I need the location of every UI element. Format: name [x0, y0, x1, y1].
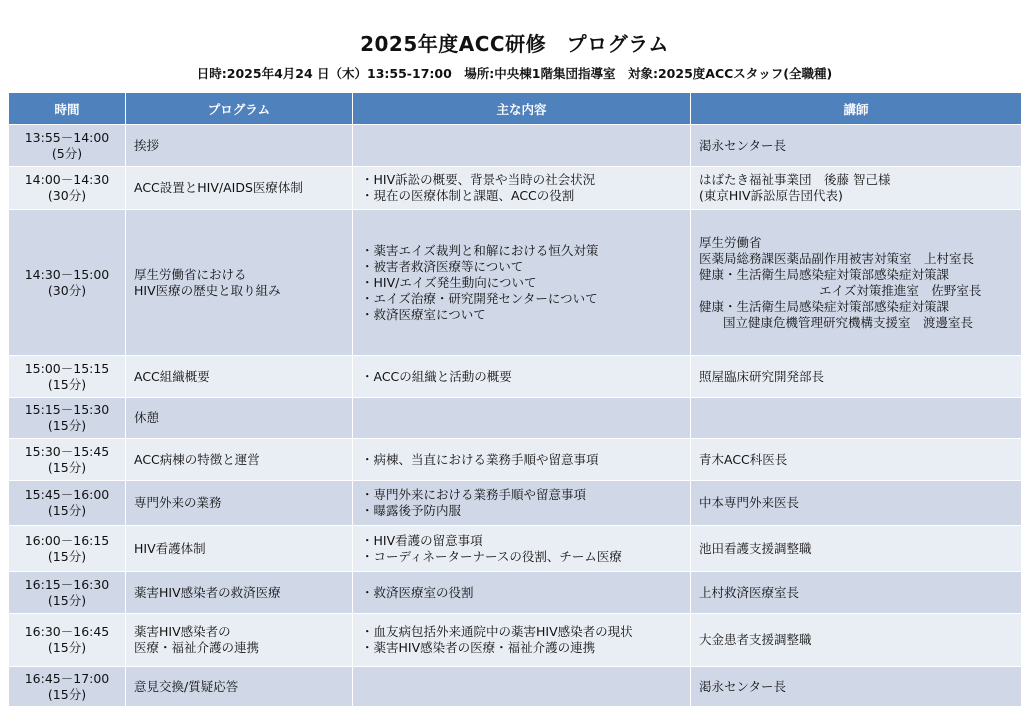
duration: (15分) [47, 503, 87, 518]
program-cell [126, 667, 353, 707]
table-row [9, 356, 1022, 398]
program-line: 挨拶 [134, 137, 160, 153]
program-line: ACC設置とHIV/AIDS医療体制 [134, 180, 303, 195]
lecturer-line: 上村救済医療室長 [699, 584, 800, 600]
time-cell [9, 481, 126, 526]
time-range: 16:00－16:15 [24, 532, 110, 548]
content-cell [353, 439, 691, 481]
header-program: プログラム [126, 93, 353, 125]
program-line: 厚生労働省における [134, 266, 247, 282]
duration: (30分) [47, 282, 87, 298]
time-range: 13:55－14:00 [24, 129, 110, 145]
time-cell [9, 667, 126, 707]
lecturer-cell [691, 125, 1022, 167]
lecturer-cell [691, 167, 1022, 210]
lecturer-line: はばたき福祉事業団 後藤 智己様 [699, 172, 891, 187]
content-line: ・専門外来における業務手順や留意事項 [361, 487, 587, 502]
table-row [9, 439, 1022, 481]
table-row [9, 167, 1022, 210]
content-line: ・コーディネーターナースの役割、チーム医療 [361, 548, 622, 564]
lecturer-line: 厚生労働省 [699, 234, 762, 250]
program-cell [126, 439, 353, 481]
program-cell [126, 125, 353, 167]
content-cell [353, 526, 691, 572]
duration: (15分) [47, 376, 87, 392]
time-cell [9, 125, 126, 167]
lecturer-line: 大金患者支援調整職 [699, 632, 812, 647]
content-line: ・病棟、当直における業務手順や留意事項 [361, 451, 599, 467]
duration: (15分) [47, 686, 87, 702]
time-cell [9, 167, 126, 210]
table-row [9, 125, 1022, 167]
header-time: 時間 [9, 93, 126, 125]
content-cell [353, 125, 691, 167]
table-row [9, 614, 1022, 667]
program-cell [126, 398, 353, 439]
program-cell [126, 210, 353, 356]
duration: (15分) [47, 640, 87, 655]
table-row [9, 572, 1022, 614]
lecturer-line: 国立健康危機管理研究機構支援室 渡邊室長 [723, 314, 974, 330]
table-row [9, 526, 1022, 572]
content-line: ・薬害HIV感染者の医療・福祉介護の連携 [361, 640, 596, 655]
content-line: ・被害者救済医療等について [361, 258, 524, 274]
time-range: 16:15－16:30 [24, 576, 110, 592]
content-line: ・現在の医療体制と課題、ACCの役割 [361, 188, 575, 203]
content-line: ・救済医療室について [361, 306, 486, 322]
time-range: 15:00－15:15 [24, 360, 110, 376]
program-table [8, 92, 1022, 707]
duration: (15分) [47, 592, 87, 608]
lecturer-line: (東京HIV訴訟原告団代表) [699, 188, 843, 203]
content-line: ・救済医療室の役割 [361, 584, 474, 600]
duration: (15分) [47, 418, 87, 433]
content-line: ・血友病包括外来通院中の薬害HIV感染者の現状 [361, 624, 633, 639]
time-cell [9, 572, 126, 614]
content-line: ・エイズ治療・研究開発センターについて [361, 290, 598, 306]
time-cell [9, 210, 126, 356]
lecturer-line: 渇永センター長 [699, 137, 787, 153]
lecturer-cell [691, 210, 1022, 356]
table-row [9, 481, 1022, 526]
header-content: 主な内容 [353, 93, 691, 125]
lecturer-cell [691, 439, 1022, 481]
table-header-row [9, 93, 1022, 125]
content-cell [353, 356, 691, 398]
content-cell [353, 210, 691, 356]
time-range: 15:15－15:30 [24, 402, 110, 417]
lecturer-cell [691, 614, 1022, 667]
program-cell [126, 526, 353, 572]
program-cell [126, 572, 353, 614]
table-row [9, 398, 1022, 439]
time-cell [9, 398, 126, 439]
lecturer-line: 青木ACC科医長 [699, 451, 788, 467]
program-line: ACC組織概要 [134, 368, 210, 384]
lecturer-line: 医薬局総務課医薬品副作用被害対策室 上村室長 [699, 250, 975, 266]
lecturer-line: 健康・生活衛生局感染症対策部感染症対策課 [699, 298, 950, 314]
program-line: HIV看護体制 [134, 540, 206, 556]
program-cell [126, 356, 353, 398]
program-line: 意見交換/質疑応答 [134, 678, 239, 694]
lecturer-line: 照屋臨床研究開発部長 [699, 368, 825, 384]
time-cell [9, 614, 126, 667]
lecturer-cell [691, 481, 1022, 526]
duration: (15分) [47, 548, 87, 564]
lecturer-cell [691, 526, 1022, 572]
lecturer-line: 池田看護支援調整職 [699, 540, 812, 556]
lecturer-cell [691, 667, 1022, 707]
content-cell [353, 614, 691, 667]
page-subtitle: 日時:2025年4月24 日（木）13:55-17:00 場所:中央棟1階集団指導室 対象:2025度ACCスタッフ(全職種) [196, 66, 833, 81]
program-cell [126, 167, 353, 210]
program-cell [126, 614, 353, 667]
program-line: 休憩 [134, 410, 160, 425]
content-cell [353, 667, 691, 707]
lecturer-line: 中本専門外来医長 [699, 495, 800, 510]
program-cell [126, 481, 353, 526]
lecturer-line: 渇永センター長 [699, 678, 787, 694]
content-cell [353, 398, 691, 439]
header-lecturer: 講師 [691, 93, 1022, 125]
content-line: ・曝露後予防内服 [361, 503, 462, 518]
page-title: 2025年度ACC研修 プログラム [360, 32, 669, 56]
time-range: 15:45－16:00 [24, 487, 110, 502]
content-cell [353, 167, 691, 210]
time-range: 14:00－14:30 [24, 172, 110, 187]
program-line: 薬害HIV感染者の [134, 624, 231, 639]
program-line: 医療・福祉介護の連携 [134, 640, 260, 655]
content-line: ・ACCの組織と活動の概要 [361, 368, 512, 384]
time-cell [9, 439, 126, 481]
time-cell [9, 356, 126, 398]
time-range: 16:30－16:45 [24, 624, 110, 639]
program-line: 薬害HIV感染者の救済医療 [134, 584, 281, 600]
duration: (5分) [51, 145, 83, 161]
content-cell [353, 572, 691, 614]
time-range: 15:30－15:45 [24, 443, 110, 459]
table-row [9, 210, 1022, 356]
time-range: 16:45－17:00 [24, 670, 110, 686]
content-line: ・HIV看護の留意事項 [361, 532, 483, 548]
program-line: HIV医療の歴史と取り組み [134, 282, 281, 298]
duration: (30分) [47, 188, 87, 203]
table-row [9, 667, 1022, 707]
program-line: 専門外来の業務 [134, 495, 222, 510]
lecturer-cell [691, 398, 1022, 439]
content-line: ・HIV/エイズ発生動向について [361, 274, 537, 290]
time-cell [9, 526, 126, 572]
lecturer-cell [691, 356, 1022, 398]
duration: (15分) [47, 459, 87, 475]
lecturer-line: 健康・生活衛生局感染症対策部感染症対策課 [699, 266, 950, 282]
program-line: ACC病棟の特徴と運営 [134, 451, 260, 467]
time-range: 14:30－15:00 [24, 266, 110, 282]
content-cell [353, 481, 691, 526]
content-line: ・HIV訴訟の概要、背景や当時の社会状況 [361, 172, 596, 187]
lecturer-cell [691, 572, 1022, 614]
content-line: ・薬害エイズ裁判と和解における恒久対策 [361, 242, 599, 258]
lecturer-line: エイズ対策推進室 佐野室長 [819, 282, 982, 298]
